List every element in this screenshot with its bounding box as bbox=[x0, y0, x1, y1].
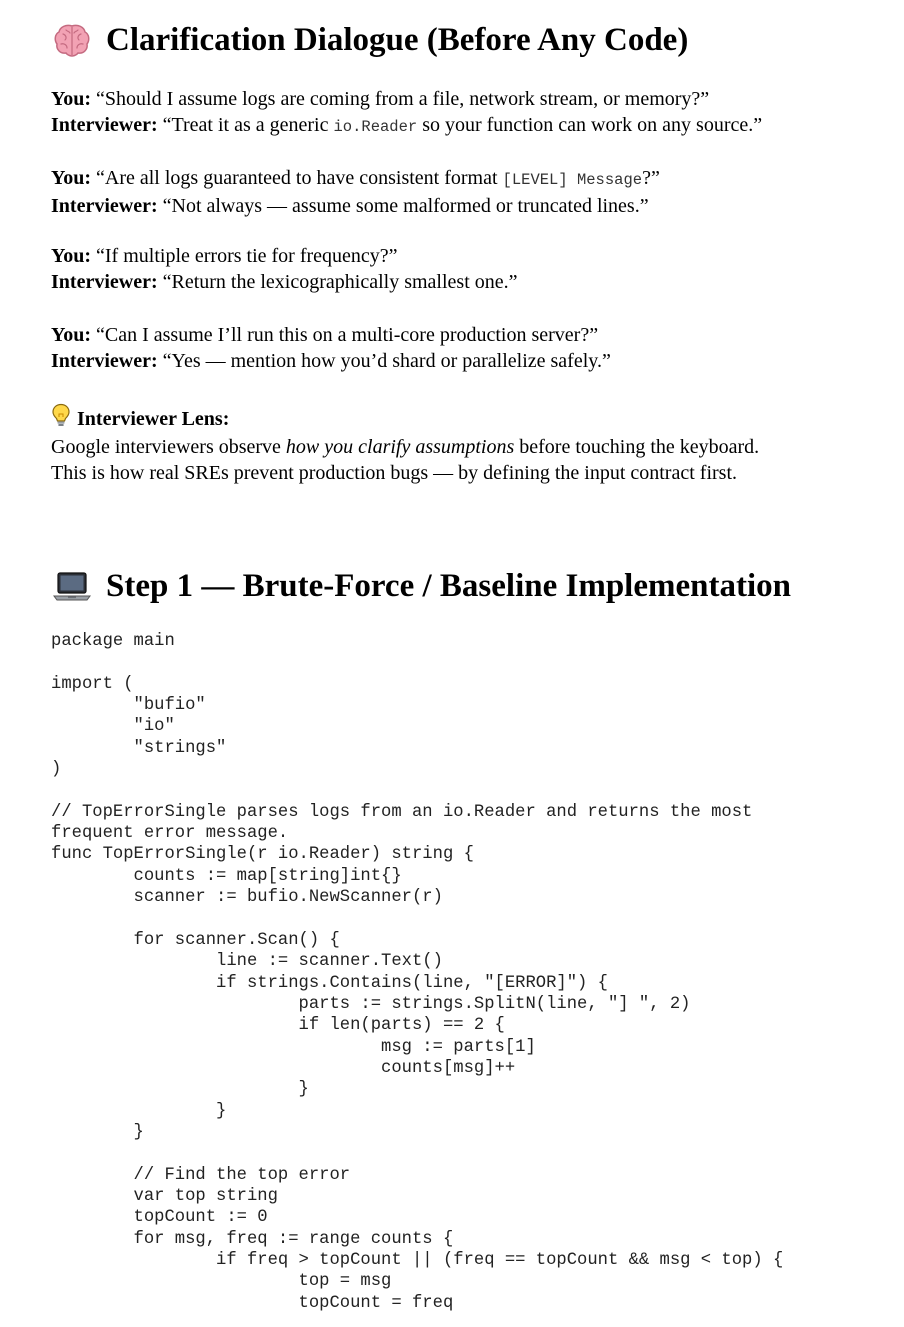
lens-title: Interviewer Lens: bbox=[77, 407, 230, 430]
clarification-heading bbox=[52, 20, 688, 60]
candidate-question bbox=[51, 322, 611, 348]
lens-heading bbox=[51, 403, 759, 434]
you-label: You: bbox=[51, 88, 92, 110]
interviewer-label: Interviewer: bbox=[51, 195, 158, 217]
dialogue-exchange bbox=[51, 165, 660, 219]
question-text: “Can I assume I’ll run this on a multi-core production server?” bbox=[96, 324, 599, 346]
lens-line-1 bbox=[51, 434, 759, 460]
inline-code: [LEVEL] Message bbox=[502, 171, 643, 189]
inline-code: io.Reader bbox=[333, 118, 418, 136]
interviewer-lens-callout bbox=[51, 403, 759, 486]
clarification-title: Clarification Dialogue (Before Any Code) bbox=[106, 22, 689, 58]
dialogue-exchange bbox=[51, 243, 518, 295]
answer-text: “Yes — mention how you’d shard or parallelize safely.” bbox=[162, 350, 611, 372]
question-text-start: “Are all logs guaranteed to have consistent format bbox=[96, 167, 503, 189]
lens-emphasis: how you clarify assumptions bbox=[285, 436, 515, 458]
question-text: “If multiple errors tie for frequency?” bbox=[96, 245, 398, 267]
dialogue-exchange bbox=[51, 86, 762, 140]
dialogue-exchange bbox=[51, 322, 611, 374]
answer-text: “Return the lexicographically smallest one.” bbox=[162, 271, 518, 293]
answer-text: “Not always — assume some malformed or truncated lines.” bbox=[162, 195, 649, 217]
lens-text: Google interviewers observe bbox=[51, 436, 286, 458]
you-label: You: bbox=[51, 167, 92, 189]
lightbulb-icon bbox=[51, 403, 71, 434]
question-text: “Should I assume logs are coming from a file, network stream, or memory?” bbox=[96, 88, 710, 110]
interviewer-answer bbox=[51, 112, 762, 140]
candidate-question bbox=[51, 86, 762, 112]
candidate-question bbox=[51, 165, 660, 193]
interviewer-answer bbox=[51, 193, 660, 219]
lens-text: before touching the keyboard. bbox=[514, 436, 760, 458]
step1-heading bbox=[52, 566, 791, 606]
laptop-icon bbox=[52, 566, 92, 606]
interviewer-answer bbox=[51, 269, 518, 295]
you-label: You: bbox=[51, 324, 92, 346]
lens-line-2: This is how real SREs prevent production bugs — by defining the input contract first. bbox=[51, 462, 737, 484]
candidate-question bbox=[51, 243, 518, 269]
answer-text-end: so your function can work on any source.” bbox=[417, 114, 763, 136]
interviewer-label: Interviewer: bbox=[51, 271, 158, 293]
step1-title: Step 1 — Brute-Force / Baseline Implementation bbox=[106, 568, 791, 604]
interviewer-answer bbox=[51, 348, 611, 374]
you-label: You: bbox=[51, 245, 92, 267]
answer-text-start: “Treat it as a generic bbox=[162, 114, 334, 136]
interviewer-label: Interviewer: bbox=[51, 350, 158, 372]
question-text-end: ?” bbox=[642, 167, 660, 189]
code-block: package main import ( "bufio" "io" "strings" ) // TopErrorSingle parses logs from an io.Reader and returns the most frequent error message. func TopErrorSingle(r io.Reader) string { counts := map[string]int{} scanner := bufio.NewScanner(r) for scanner.Scan() { line := scanner.Text() if strings.Contains(line, "[ERROR]") { parts := strings.SplitN(line, "] ", 2) if len(parts) == 2 { msg := parts[1] counts[msg]++ } } } // Find the top error var top string topCount := 0 for msg, freq := range counts { if freq > topCount || (freq == topCount && msg < top) { top = msg topCount = freq bbox=[51, 632, 784, 1313]
brain-icon bbox=[52, 20, 92, 60]
interviewer-label: Interviewer: bbox=[51, 114, 158, 136]
